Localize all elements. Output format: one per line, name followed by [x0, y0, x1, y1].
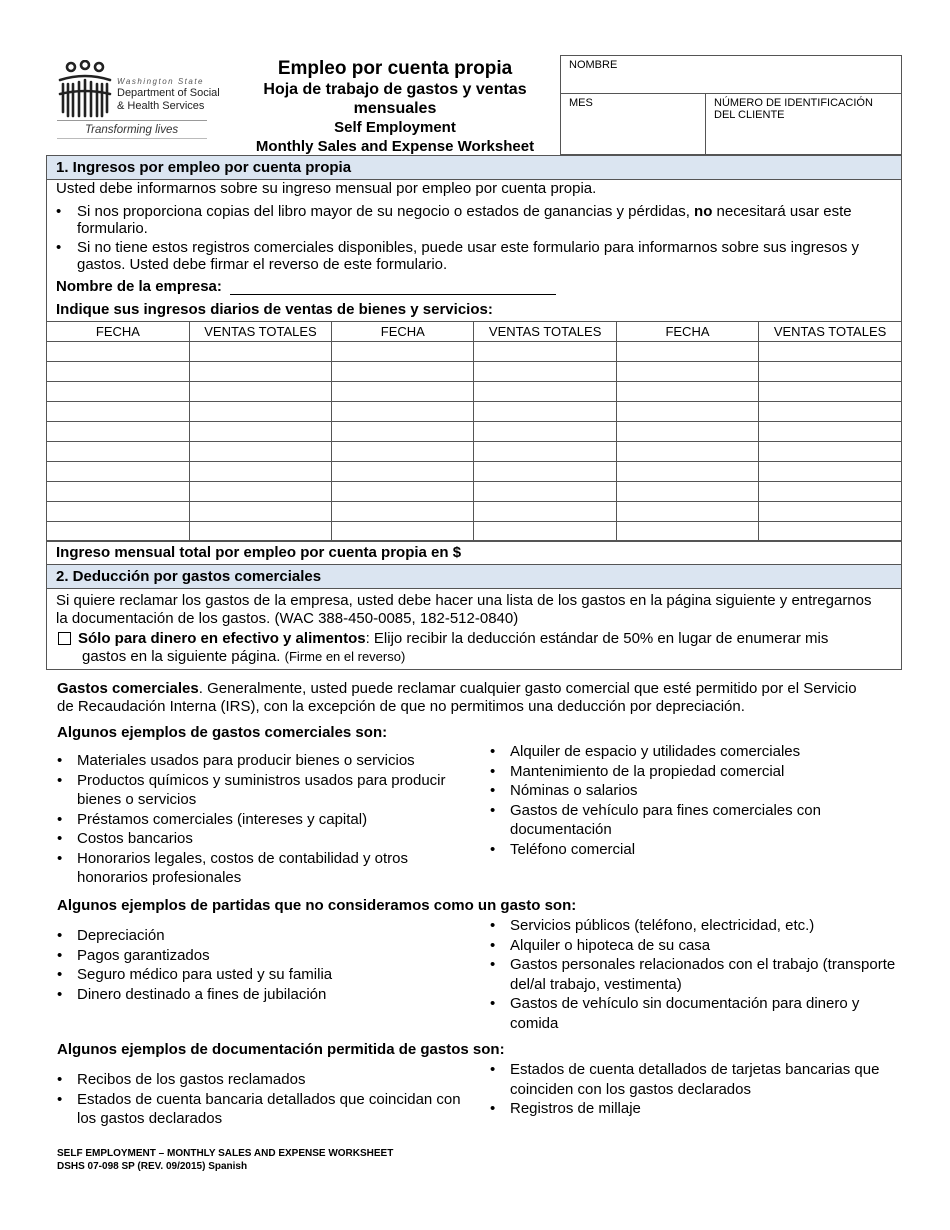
not-expense-left-list: [57, 926, 457, 1004]
list-item: [490, 840, 870, 860]
section-income: [46, 155, 902, 565]
date-cell[interactable]: [616, 362, 758, 382]
list-item-text: Servicios públicos (teléfono, electricidad, etc.): [510, 917, 815, 934]
list-item: [57, 985, 457, 1005]
date-cell[interactable]: [616, 522, 758, 542]
sales-cell[interactable]: [474, 382, 616, 402]
date-cell[interactable]: [47, 402, 189, 422]
list-item: [57, 849, 457, 888]
footer-line1: SELF EMPLOYMENT – MONTHLY SALES AND EXPENSE WORKSHEET: [57, 1148, 394, 1159]
standard-deduction-option: [78, 630, 828, 666]
bullet2-line1: Si no tiene estos registros comerciales disponibles, puede usar este formulario para informarnos sobre sus ingresos y: [77, 239, 860, 256]
col-header: FECHA: [47, 322, 189, 342]
list-item-text: Alquiler o hipoteca de su casa: [510, 936, 711, 954]
table-row: [47, 342, 901, 362]
bullet-icon: •: [57, 771, 63, 789]
sales-cell[interactable]: [759, 382, 901, 402]
sales-cell[interactable]: [474, 462, 616, 482]
bullet-icon: •: [57, 1071, 63, 1088]
date-cell[interactable]: [332, 402, 474, 422]
list-item-text: Teléfono comercial: [510, 840, 636, 858]
list-item: [57, 751, 457, 771]
list-item-text: Recibos de los gastos reclamados: [77, 1071, 306, 1088]
section2-paragraph: [56, 592, 901, 627]
list-item-text: Nóminas o salarios: [510, 782, 638, 799]
list-item: [490, 1099, 890, 1119]
date-cell[interactable]: [616, 342, 758, 362]
bullet-icon: •: [57, 810, 63, 828]
sales-cell[interactable]: [474, 502, 616, 522]
list-item: [57, 810, 457, 830]
bullet-icon: •: [490, 936, 496, 954]
business-expenses-line2: de Recaudación Interna (IRS), con la excepción de que no permitimos una deducción por depreciación.: [57, 697, 745, 715]
sales-cell[interactable]: [759, 342, 901, 362]
section1-bullet-2: [56, 239, 896, 273]
logo-divider-bottom: [57, 138, 207, 139]
sales-cell[interactable]: [474, 442, 616, 462]
not-expense-right-list: [490, 916, 900, 1033]
date-cell[interactable]: [47, 362, 189, 382]
client-info-box: [560, 55, 902, 155]
date-cell[interactable]: [47, 382, 189, 402]
date-cell[interactable]: [332, 442, 474, 462]
sales-cell[interactable]: [189, 522, 331, 542]
list-item-text: Pagos garantizados: [77, 946, 210, 964]
option-bold: Sólo para dinero en efectivo y alimentos: [78, 630, 366, 647]
business-expenses-intro: [57, 680, 902, 715]
footer-line2: DSHS 07-098 SP (REV. 09/2015) Spanish: [57, 1160, 248, 1172]
section2-para-line2: la documentación de los gastos. (WAC 388-450-0085, 182-512-0840): [56, 609, 519, 627]
table-row: [47, 502, 901, 522]
list-item: [57, 771, 457, 810]
dshs-people-icon: [57, 60, 113, 118]
business-name-row: [56, 278, 556, 295]
title-english-line1: Self Employment: [334, 119, 456, 136]
date-cell[interactable]: [47, 442, 189, 462]
list-item: [490, 801, 870, 840]
sales-cell[interactable]: [474, 362, 616, 382]
sales-cell[interactable]: [759, 402, 901, 422]
sales-cell[interactable]: [474, 522, 616, 542]
date-cell[interactable]: [332, 502, 474, 522]
bullet1-line2: formulario.: [77, 220, 148, 237]
list-item: [490, 762, 870, 782]
date-cell[interactable]: [47, 522, 189, 542]
bullet-icon: •: [57, 966, 63, 983]
bullet-icon: •: [490, 743, 496, 760]
date-cell[interactable]: [616, 502, 758, 522]
org-tagline: Transforming lives: [85, 124, 179, 136]
table-row: [47, 402, 901, 422]
date-cell[interactable]: [47, 462, 189, 482]
section1-heading: 1. Ingresos por empleo por cuenta propia: [47, 156, 901, 180]
section-deduction: [46, 565, 902, 670]
sales-cell[interactable]: [189, 442, 331, 462]
list-item: [490, 781, 870, 801]
section1-intro: Usted debe informarnos sobre su ingreso mensual por empleo por cuenta propia.: [56, 180, 597, 197]
list-item-text: Productos químicos y suministros usados para producir bienes o servicios: [77, 771, 446, 808]
documentation-heading: Algunos ejemplos de documentación permitida de gastos son:: [57, 1041, 505, 1058]
table-row: [47, 382, 901, 402]
list-item-text: Depreciación: [77, 927, 165, 944]
logo-divider: [57, 120, 207, 121]
bullet-icon: •: [490, 840, 496, 858]
title-spanish: Empleo por cuenta propia: [277, 58, 513, 79]
list-item: [490, 1060, 890, 1099]
examples-right-list: [490, 742, 870, 859]
date-cell[interactable]: [332, 342, 474, 362]
org-dept-line1: Department of Social: [117, 87, 220, 99]
list-item: [490, 994, 900, 1033]
table-row: [47, 422, 901, 442]
name-label: NOMBRE: [569, 59, 618, 71]
table-row: [47, 522, 901, 542]
date-cell[interactable]: [332, 382, 474, 402]
sales-cell[interactable]: [189, 462, 331, 482]
sales-cell[interactable]: [759, 462, 901, 482]
list-item-text: Alquiler de espacio y utilidades comerciales: [510, 743, 801, 760]
date-cell[interactable]: [616, 462, 758, 482]
date-cell[interactable]: [332, 522, 474, 542]
table-row: [47, 442, 901, 462]
form-footer: [57, 1148, 393, 1173]
bullet-icon: •: [57, 927, 63, 944]
list-item-text: Materiales usados para producir bienes o servicios: [77, 752, 415, 769]
col-header: FECHA: [616, 322, 758, 342]
date-cell[interactable]: [47, 482, 189, 502]
business-expenses-lead: Gastos comerciales: [57, 680, 199, 697]
list-item-text: Dinero destinado a fines de jubilación: [77, 985, 327, 1003]
list-item: [490, 936, 900, 956]
date-cell[interactable]: [332, 482, 474, 502]
table-row: [47, 462, 901, 482]
daily-sales-label: Indique sus ingresos diarios de ventas de bienes y servicios:: [56, 301, 493, 318]
bullet-icon: •: [490, 917, 496, 934]
list-item: [57, 965, 457, 985]
list-item: [57, 829, 457, 849]
option-note: (Firme en el reverso): [284, 649, 406, 664]
col-header: VENTAS TOTALES: [759, 322, 901, 342]
bullet-icon: •: [56, 239, 62, 256]
list-item: [57, 1090, 467, 1129]
date-cell[interactable]: [47, 502, 189, 522]
list-item-text: Gastos de vehículo para fines comerciales con documentación: [510, 801, 821, 838]
bullet-icon: •: [57, 849, 63, 867]
title-english-line2: Monthly Sales and Expense Worksheet: [255, 138, 535, 155]
list-item: [490, 916, 900, 936]
documentation-right-list: [490, 1060, 890, 1119]
date-cell[interactable]: [616, 402, 758, 422]
month-field[interactable]: [561, 94, 706, 154]
date-cell[interactable]: [616, 482, 758, 502]
sales-cell[interactable]: [759, 362, 901, 382]
list-item-text: Mantenimiento de la propiedad comercial: [510, 762, 785, 780]
client-id-label-line1: NÚMERO DE IDENTIFICACIÓN: [714, 97, 873, 109]
name-field[interactable]: [561, 56, 901, 94]
monthly-total-label: Ingreso mensual total por empleo por cuenta propia en $: [56, 544, 462, 561]
date-cell[interactable]: [332, 462, 474, 482]
bullet-icon: •: [57, 752, 63, 769]
not-expense-heading: Algunos ejemplos de partidas que no consideramos como un gasto son:: [57, 897, 577, 914]
org-dept-line2: & Health Services: [117, 100, 205, 112]
bullet-icon: •: [57, 946, 63, 964]
sales-cell[interactable]: [189, 422, 331, 442]
list-item: [57, 946, 457, 966]
section2-para-line1: Si quiere reclamar los gastos de la empresa, usted debe hacer una lista de los gastos en la página siguiente y entregarnos: [56, 592, 872, 609]
bullet-icon: •: [490, 995, 496, 1012]
business-expenses-line1: . Generalmente, usted puede reclamar cualquier gasto comercial que esté permitido por el Servicio: [198, 680, 857, 697]
client-id-label-line2: DEL CLIENTE: [714, 109, 785, 121]
col-header: VENTAS TOTALES: [189, 322, 331, 342]
bullet-icon: •: [490, 762, 496, 780]
month-label: MES: [569, 97, 593, 109]
sales-cell[interactable]: [759, 422, 901, 442]
list-item-text: Honorarios legales, costos de contabilidad y otros honorarios profesionales: [77, 849, 409, 886]
bullet-icon: •: [490, 801, 496, 819]
bullet-icon: •: [490, 1061, 496, 1078]
sales-cell[interactable]: [189, 402, 331, 422]
sales-cell[interactable]: [759, 502, 901, 522]
daily-sales-rows: [47, 342, 901, 542]
date-cell[interactable]: [332, 362, 474, 382]
table-row: [47, 482, 901, 502]
section2-heading: 2. Deducción por gastos comerciales: [47, 565, 901, 589]
list-item-text: Gastos personales relacionados con el trabajo (transporte del/al trabajo, vestimenta): [510, 956, 896, 993]
date-cell[interactable]: [332, 422, 474, 442]
bullet1-text-a: Si nos proporciona copias del libro mayor de su negocio o estados de ganancias y pérdidas,: [77, 203, 695, 220]
sales-cell[interactable]: [474, 422, 616, 442]
subtitle-spanish-line2: mensuales: [353, 100, 437, 117]
examples-heading: Algunos ejemplos de gastos comerciales son:: [57, 724, 388, 741]
list-item-text: Costos bancarios: [77, 830, 193, 847]
bullet-icon: •: [490, 956, 496, 973]
bullet-icon: •: [490, 782, 496, 799]
dshs-logo: [57, 60, 220, 138]
list-item-text: Préstamos comerciales (intereses y capital): [77, 810, 368, 828]
daily-sales-table: [47, 321, 901, 542]
form-title: [232, 57, 558, 156]
option-text: : Elijo recibir la deducción estándar de 50% en lugar de enumerar mis: [365, 630, 829, 647]
sales-cell[interactable]: [189, 482, 331, 502]
bullet-icon: •: [57, 985, 63, 1003]
bullet-icon: •: [490, 1100, 496, 1117]
sales-cell[interactable]: [474, 402, 616, 422]
sales-cell[interactable]: [189, 362, 331, 382]
date-cell[interactable]: [616, 422, 758, 442]
date-cell[interactable]: [616, 442, 758, 462]
sales-cell[interactable]: [189, 502, 331, 522]
list-item-text: Seguro médico para usted y su familia: [77, 966, 333, 983]
sales-cell[interactable]: [759, 482, 901, 502]
examples-left-list: [57, 751, 457, 888]
bullet-icon: •: [57, 1090, 63, 1108]
table-header-row: [47, 322, 901, 342]
sales-cell[interactable]: [189, 382, 331, 402]
sales-cell[interactable]: [474, 482, 616, 502]
date-cell[interactable]: [47, 422, 189, 442]
sales-cell[interactable]: [189, 342, 331, 362]
bullet2-line2: gastos. Usted debe firmar el reverso de este formulario.: [77, 256, 448, 273]
business-name-label: Nombre de la empresa:: [56, 278, 222, 295]
option-line2: gastos en la siguiente página.: [82, 648, 281, 665]
list-item: [57, 926, 457, 946]
list-item-text: Estados de cuenta detallados de tarjetas bancarias que coinciden con los gastos declarados: [510, 1061, 880, 1098]
standard-deduction-checkbox[interactable]: [58, 632, 71, 645]
date-cell[interactable]: [616, 382, 758, 402]
date-cell[interactable]: [47, 342, 189, 362]
subtitle-spanish-line1: Hoja de trabajo de gastos y ventas: [263, 81, 527, 98]
org-state: Washington State: [117, 77, 205, 86]
bullet-icon: •: [56, 203, 62, 220]
table-row: [47, 362, 901, 382]
bullet1-bold: no: [694, 203, 713, 220]
section1-bullet-1: [56, 203, 896, 237]
sales-cell[interactable]: [474, 342, 616, 362]
business-name-input[interactable]: [230, 280, 556, 295]
documentation-left-list: [57, 1070, 467, 1129]
list-item-text: Gastos de vehículo sin documentación para dinero y comida: [510, 995, 860, 1032]
list-item: [490, 742, 870, 762]
sales-cell[interactable]: [759, 442, 901, 462]
list-item: [57, 1070, 467, 1090]
sales-cell[interactable]: [759, 522, 901, 542]
col-header: FECHA: [332, 322, 474, 342]
list-item: [490, 955, 900, 994]
list-item-text: Estados de cuenta bancaria detallados que coincidan con los gastos declarados: [77, 1090, 461, 1127]
bullet1-text-b: necesitará usar este: [712, 203, 852, 220]
monthly-total-row[interactable]: [47, 540, 901, 565]
list-item-text: Registros de millaje: [510, 1100, 641, 1117]
bullet-icon: •: [57, 830, 63, 847]
col-header: VENTAS TOTALES: [474, 322, 616, 342]
client-id-field[interactable]: [706, 94, 901, 154]
